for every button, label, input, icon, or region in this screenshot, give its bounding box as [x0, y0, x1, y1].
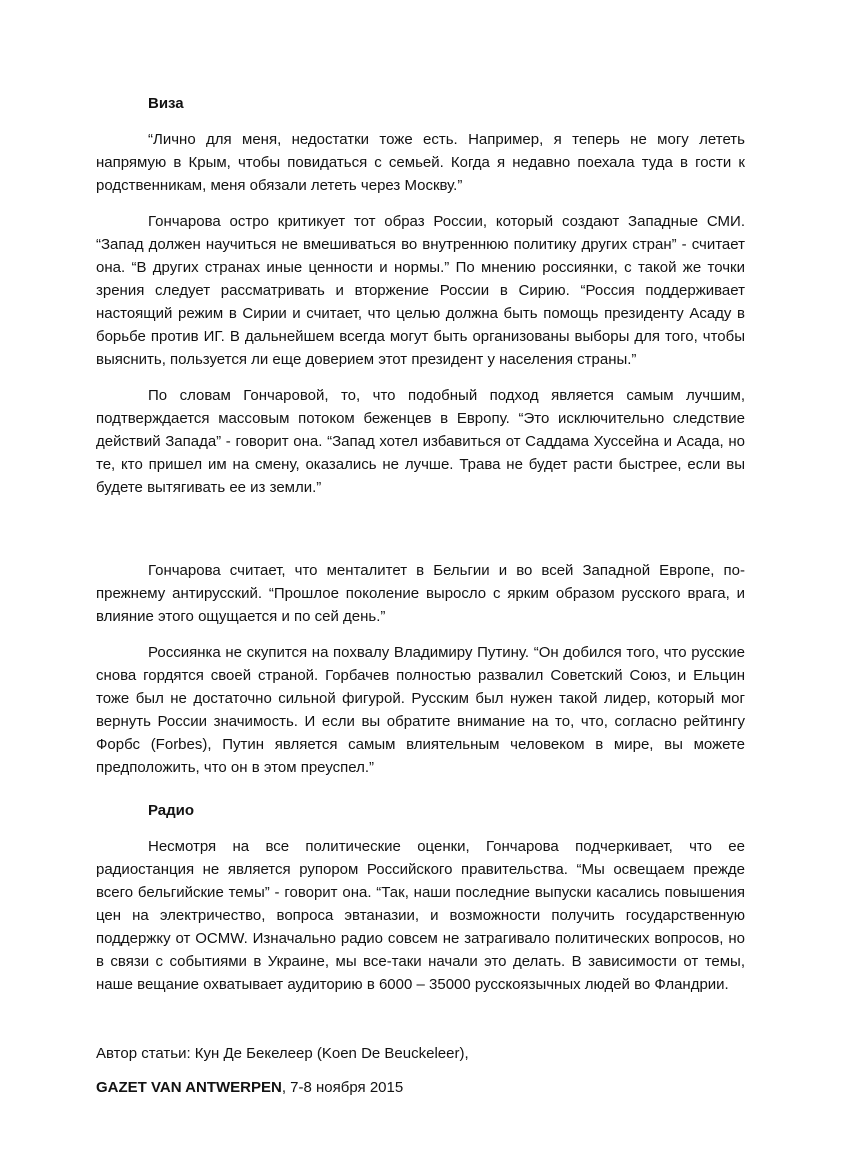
paragraph-radio-station: Несмотря на все политические оценки, Гончарова подчеркивает, что ее радиостанция не является рупором Российского правительства. “Мы освещаем прежде всего бельгийские темы” - говорит она. “Так, наши последние выпуски касались повышения цен на электричество, вопроса эвтаназии, и возможности получить государственную поддержку от OCMW. Изначально радио совсем не затрагивало политических вопросов, но в связи с событиями в Украине, мы все-таки начали это делать. В зависимости от темы, наше вещание охватывает аудиторию в 6000 – 35000 русскоязычных людей во Фландрии. [96, 838, 745, 993]
author-line: Автор статьи: Кун Де Бекелеер (Koen De Beuckeleer), [96, 1045, 469, 1062]
paragraph-mentality: Гончарова считает, что менталитет в Бельгии и во всей Западной Европе, по-прежнему антирусский. “Прошлое поколение выросло с ярким образом русского врага, и влияние этого ощущается и по сей день.” [96, 562, 745, 625]
publisher-line [96, 1076, 745, 1099]
paragraph-western-media: Гончарова остро критикует тот образ России, который создают Западные СМИ. “Запад должен научиться не вмешиваться во внутреннюю политику других стран” - считает она. “В других странах иные ценности и нормы.” По мнению россиянки, с такой же точки зрения следует рассматривать и вторжение России в Сирию. “Россия поддерживает настоящий режим в Сирии и считает, что целью должна быть помощь президенту Асаду в борьбе против ИГ. В дальнейшем всегда могут быть организованы выборы для того, чтобы выяснить, пользуется ли еще доверием этот президент у населения страны.” [96, 213, 745, 368]
publisher-name: GAZET VAN ANTWERPEN [96, 1079, 282, 1096]
paragraph-refugees: По словам Гончаровой, то, что подобный подход является самым лучшим, подтверждается массовым потоком беженцев в Европу. “Это исключительно следствие действий Запада” - говорит она. “Запад хотел избавиться от Саддама Хуссейна и Асада, но те, кто пришел им на смену, оказались не лучше. Трава не будет расти быстрее, если вы будете вытягивать ее из земли.” [96, 387, 745, 496]
paragraph-putin-praise: Россиянка не скупится на похвалу Владимиру Путину. “Он добился того, что русские снова гордятся своей страной. Горбачев полностью развалил Советский Союз, и Ельцин тоже был не достаточно сильной фигурой. Русским был нужен такой лидер, который мог вернуть России значимость. И если вы обратите внимание на то, что, согласно рейтингу Форбс (Forbes), Путин является самым влиятельным человеком в мире, вы можете предположить, что он в этом преуспел.” [96, 644, 745, 776]
publisher-date: , 7-8 ноября 2015 [281, 1079, 404, 1096]
paragraph-crimea-quote: “Лично для меня, недостатки тоже есть. Например, я теперь не могу лететь напрямую в Крым, чтобы повидаться с семьей. Когда я недавно поехала туда в гости к родственникам, меня обязали лететь через Москву.” [96, 131, 745, 194]
section-heading-visa: Виза [148, 95, 184, 112]
section-heading-radio: Радио [148, 802, 195, 819]
